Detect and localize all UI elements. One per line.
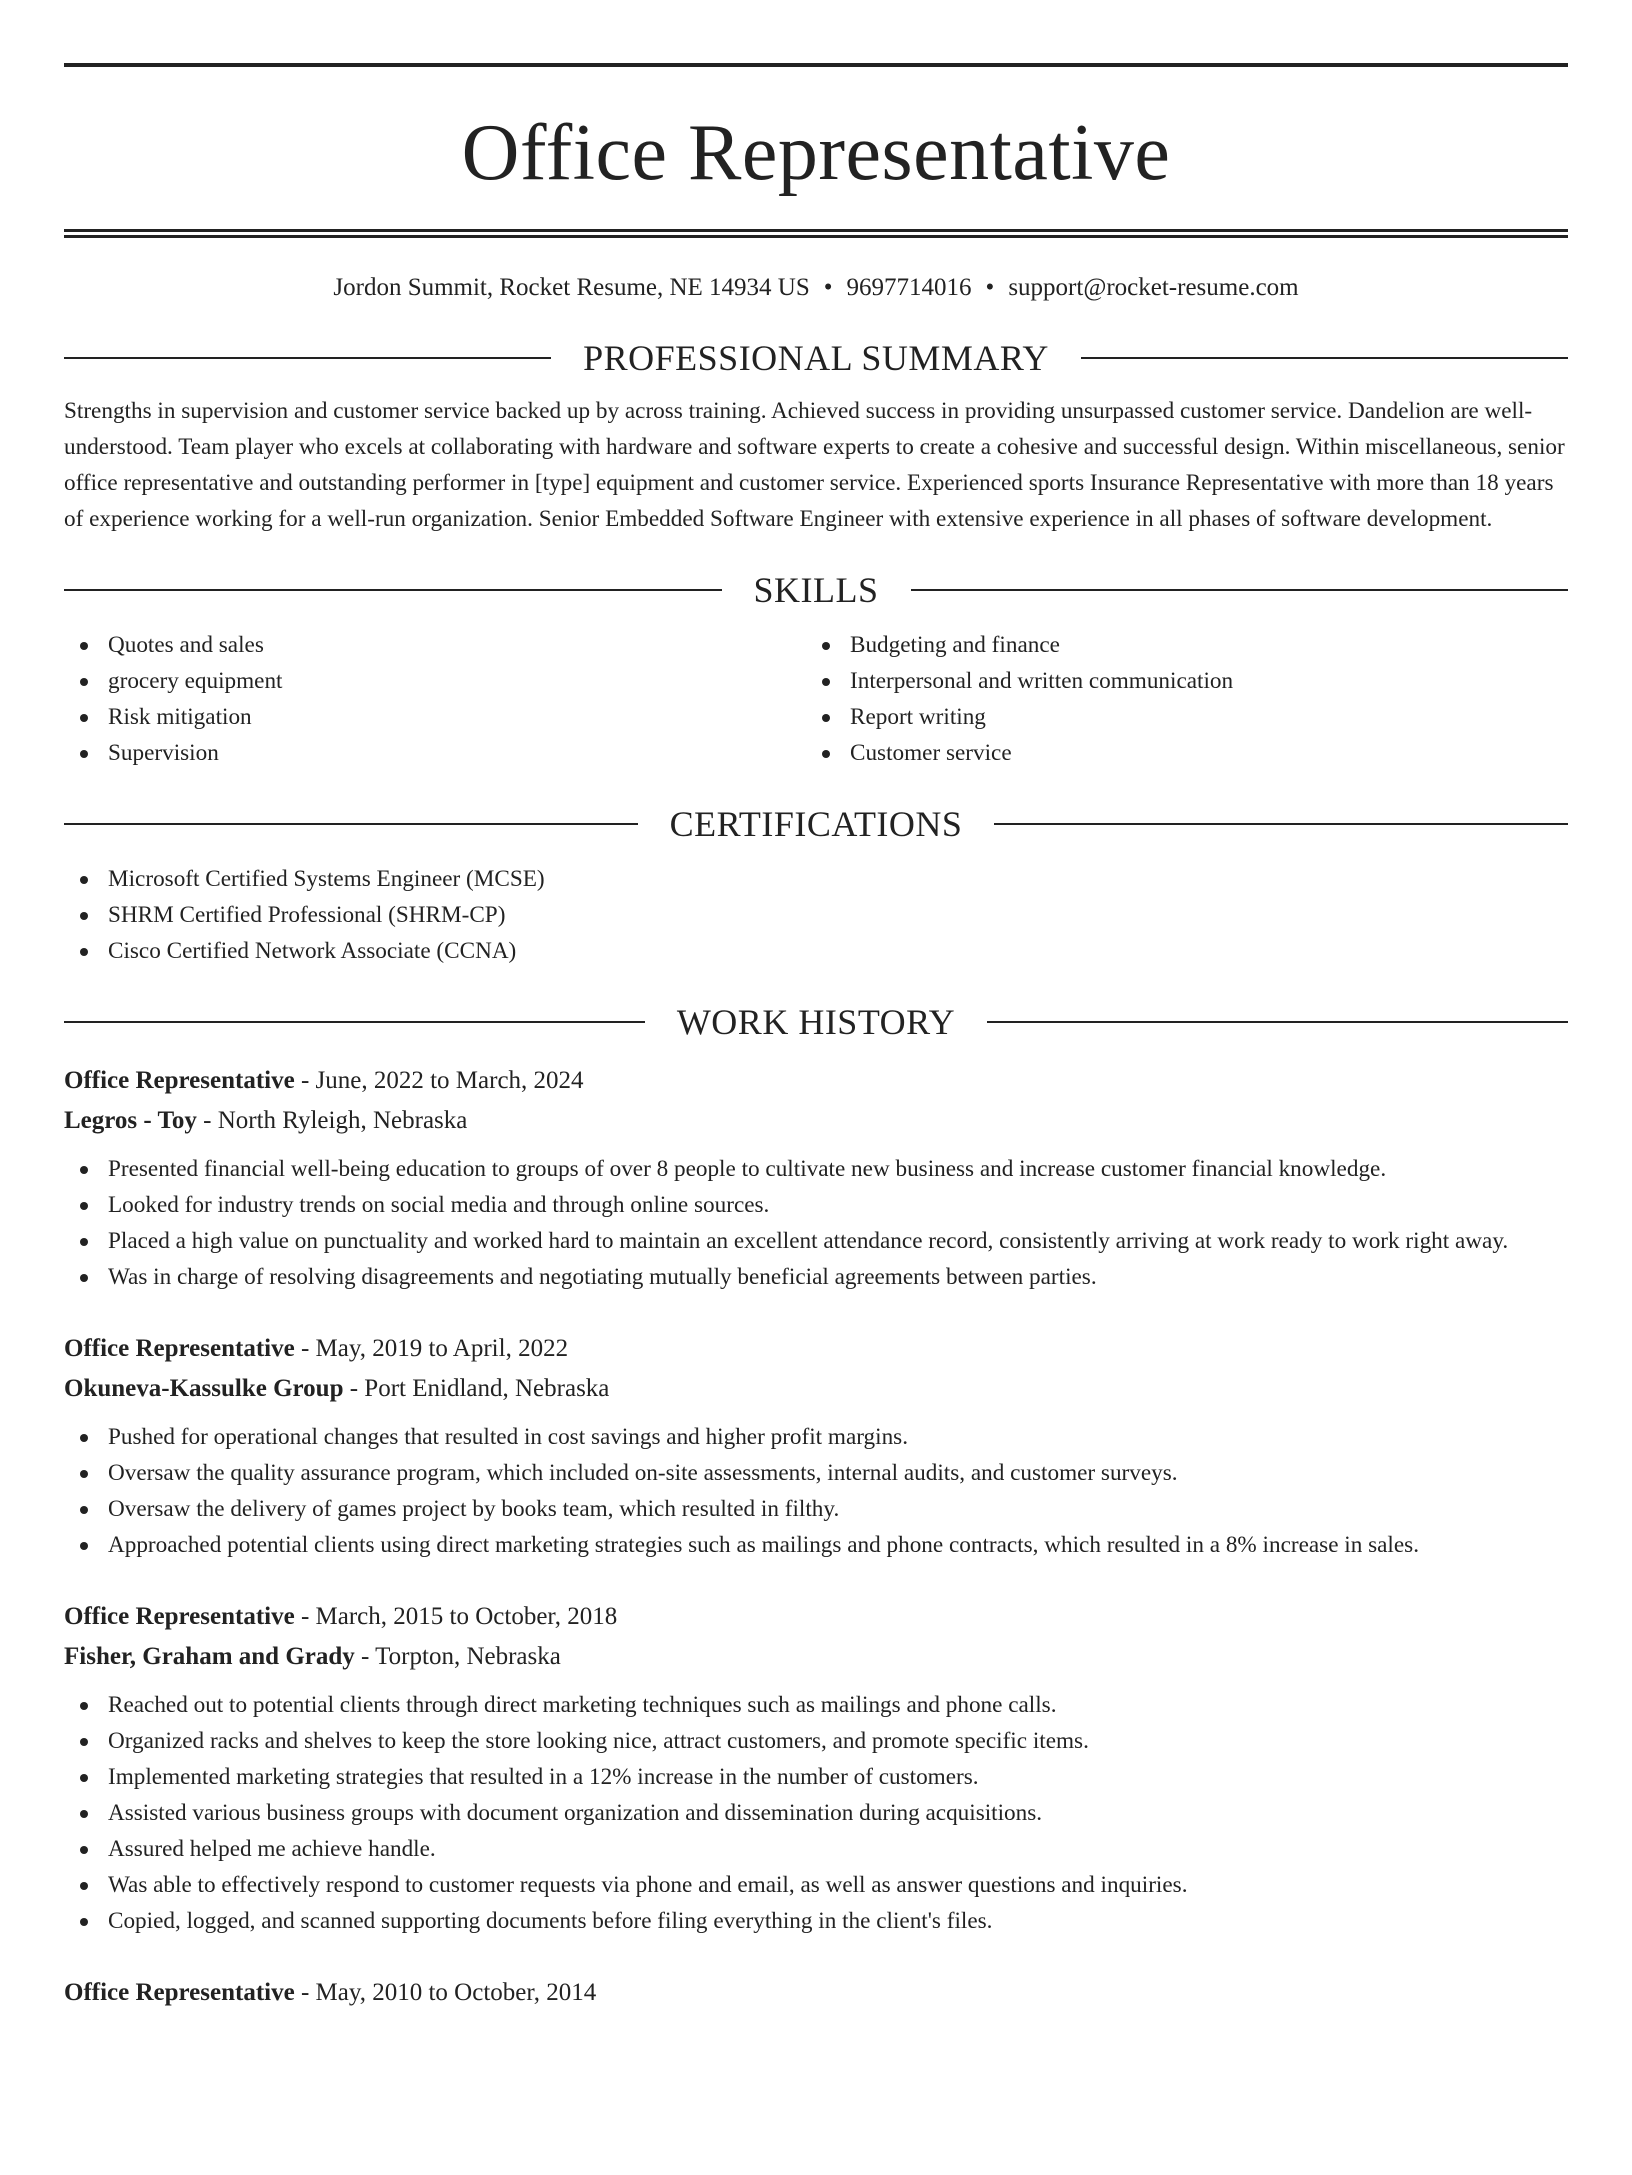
- job-bullet: Reached out to potential clients through direct marketing techniques such as mailings and phone calls.: [64, 1687, 1568, 1723]
- header-double-rule: [64, 229, 1568, 238]
- job-title-line: [64, 1597, 1568, 1637]
- header-top-rule: [64, 63, 1568, 67]
- summary-section-heading: [64, 333, 1568, 383]
- job-company: Okuneva-Kassulke Group: [64, 1375, 344, 1402]
- skills-list: [64, 627, 1568, 771]
- job-bullet: Was able to effectively respond to customer requests via phone and email, as well as answer questions and inquiries.: [64, 1867, 1568, 1903]
- skills-column-right: [806, 627, 1568, 771]
- work-history-section-heading: [64, 997, 1568, 1047]
- job-entry: [64, 1061, 1568, 1295]
- job-dates: - June, 2022 to March, 2024: [294, 1067, 584, 1094]
- job-bullets: [64, 1151, 1568, 1295]
- job-bullet: Pushed for operational changes that resulted in cost savings and higher profit margins.: [64, 1419, 1568, 1455]
- skill-item: Quotes and sales: [64, 627, 806, 663]
- resume-page: [0, 63, 1632, 2175]
- skill-item: Supervision: [64, 735, 806, 771]
- job-title: Office Representative: [64, 1335, 295, 1362]
- job-entry: [64, 1597, 1568, 1939]
- job-location: - North Ryleigh, Nebraska: [196, 1107, 468, 1134]
- skill-item: Budgeting and finance: [806, 627, 1568, 663]
- job-company: Fisher, Graham and Grady: [64, 1643, 355, 1670]
- skills-column-left: [64, 627, 806, 771]
- section-title: CERTIFICATIONS: [669, 804, 963, 844]
- job-bullet: Oversaw the delivery of games project by books team, which resulted in filthy.: [64, 1491, 1568, 1527]
- job-bullet: Organized racks and shelves to keep the store looking nice, attract customers, and promote specific items.: [64, 1723, 1568, 1759]
- heading-rule: [64, 357, 551, 359]
- job-bullets: [64, 1419, 1568, 1563]
- job-company-line: [64, 1637, 1568, 1677]
- heading-rule: [987, 1021, 1568, 1023]
- job-bullet: Placed a high value on punctuality and worked hard to maintain an excellent attendance record, consistently arriving at work ready to work right away.: [64, 1223, 1568, 1259]
- skill-item: Report writing: [806, 699, 1568, 735]
- job-dates: - May, 2010 to October, 2014: [294, 1979, 597, 2006]
- skill-item: grocery equipment: [64, 663, 806, 699]
- certification-item: Microsoft Certified Systems Engineer (MCSE): [64, 861, 1568, 897]
- job-bullet: Oversaw the quality assurance program, which included on-site assessments, internal audits, and customer surveys.: [64, 1455, 1568, 1491]
- contact-separator: •: [823, 274, 833, 301]
- skill-item: Risk mitigation: [64, 699, 806, 735]
- job-bullet: Approached potential clients using direct marketing strategies such as mailings and phone contracts, which resulted in a 8% increase in sales.: [64, 1527, 1568, 1563]
- heading-rule: [64, 589, 722, 591]
- summary-text: Strengths in supervision and customer service backed up by across training. Achieved success in providing unsurpassed customer service. Dandelion are well-understood. Team player who excels at collaborating with hardware and software experts to create a cohesive and successful design. Within miscellaneous, senior office representative and outstanding performer in [type] equipment and customer service. Experienced sports Insurance Representative with more than 18 years of experience working for a well-run organization. Senior Embedded Software Engineer with extensive experience in all phases of software development.: [64, 398, 1565, 532]
- job-company: Legros - Toy: [64, 1107, 197, 1134]
- contact-separator: •: [985, 274, 995, 301]
- job-title: Office Representative: [64, 1979, 295, 2006]
- job-entry: [64, 1973, 1568, 2013]
- resume-title: Office Representative: [461, 109, 1171, 197]
- job-company-line: [64, 1369, 1568, 1409]
- job-bullet: Looked for industry trends on social media and through online sources.: [64, 1187, 1568, 1223]
- certifications-list: [64, 861, 1568, 969]
- job-bullet: Assisted various business groups with document organization and dissemination during acquisitions.: [64, 1795, 1568, 1831]
- job-title-line: [64, 1329, 1568, 1369]
- skills-section-heading: [64, 565, 1568, 615]
- skill-item: Customer service: [806, 735, 1568, 771]
- job-bullet: Was in charge of resolving disagreements and negotiating mutually beneficial agreements between parties.: [64, 1259, 1568, 1295]
- job-company-line: [64, 1101, 1568, 1141]
- heading-rule: [64, 823, 638, 825]
- job-dates: - May, 2019 to April, 2022: [294, 1335, 569, 1362]
- heading-rule: [1081, 357, 1568, 359]
- job-bullet: Assured helped me achieve handle.: [64, 1831, 1568, 1867]
- contact-address: Jordon Summit, Rocket Resume, NE 14934 US: [333, 274, 810, 301]
- job-bullets: [64, 1687, 1568, 1939]
- job-title: Office Representative: [64, 1603, 295, 1630]
- certification-item: SHRM Certified Professional (SHRM-CP): [64, 897, 1568, 933]
- contact-phone: 9697714016: [846, 274, 972, 301]
- job-location: - Port Enidland, Nebraska: [343, 1375, 610, 1402]
- heading-rule: [994, 823, 1568, 825]
- job-title-line: [64, 1973, 1568, 2013]
- job-location: - Torpton, Nebraska: [354, 1643, 561, 1670]
- job-bullet: Copied, logged, and scanned supporting documents before filing everything in the client's files.: [64, 1903, 1568, 1939]
- heading-rule: [64, 1021, 645, 1023]
- section-title: WORK HISTORY: [676, 1002, 956, 1042]
- section-title: SKILLS: [753, 570, 879, 610]
- heading-rule: [911, 589, 1569, 591]
- contact-email[interactable]: support@rocket-resume.com: [1008, 274, 1299, 301]
- job-bullet: Presented financial well-being education to groups of over 8 people to cultivate new business and increase customer financial knowledge.: [64, 1151, 1568, 1187]
- skill-item: Interpersonal and written communication: [806, 663, 1568, 699]
- job-title: Office Representative: [64, 1067, 295, 1094]
- certifications-section-heading: [64, 799, 1568, 849]
- job-dates: - March, 2015 to October, 2018: [294, 1603, 618, 1630]
- job-title-line: [64, 1061, 1568, 1101]
- job-entry: [64, 1329, 1568, 1563]
- section-title: PROFESSIONAL SUMMARY: [583, 338, 1049, 378]
- certification-item: Cisco Certified Network Associate (CCNA): [64, 933, 1568, 969]
- job-bullet: Implemented marketing strategies that resulted in a 12% increase in the number of customers.: [64, 1759, 1568, 1795]
- contact-line: [64, 271, 1568, 305]
